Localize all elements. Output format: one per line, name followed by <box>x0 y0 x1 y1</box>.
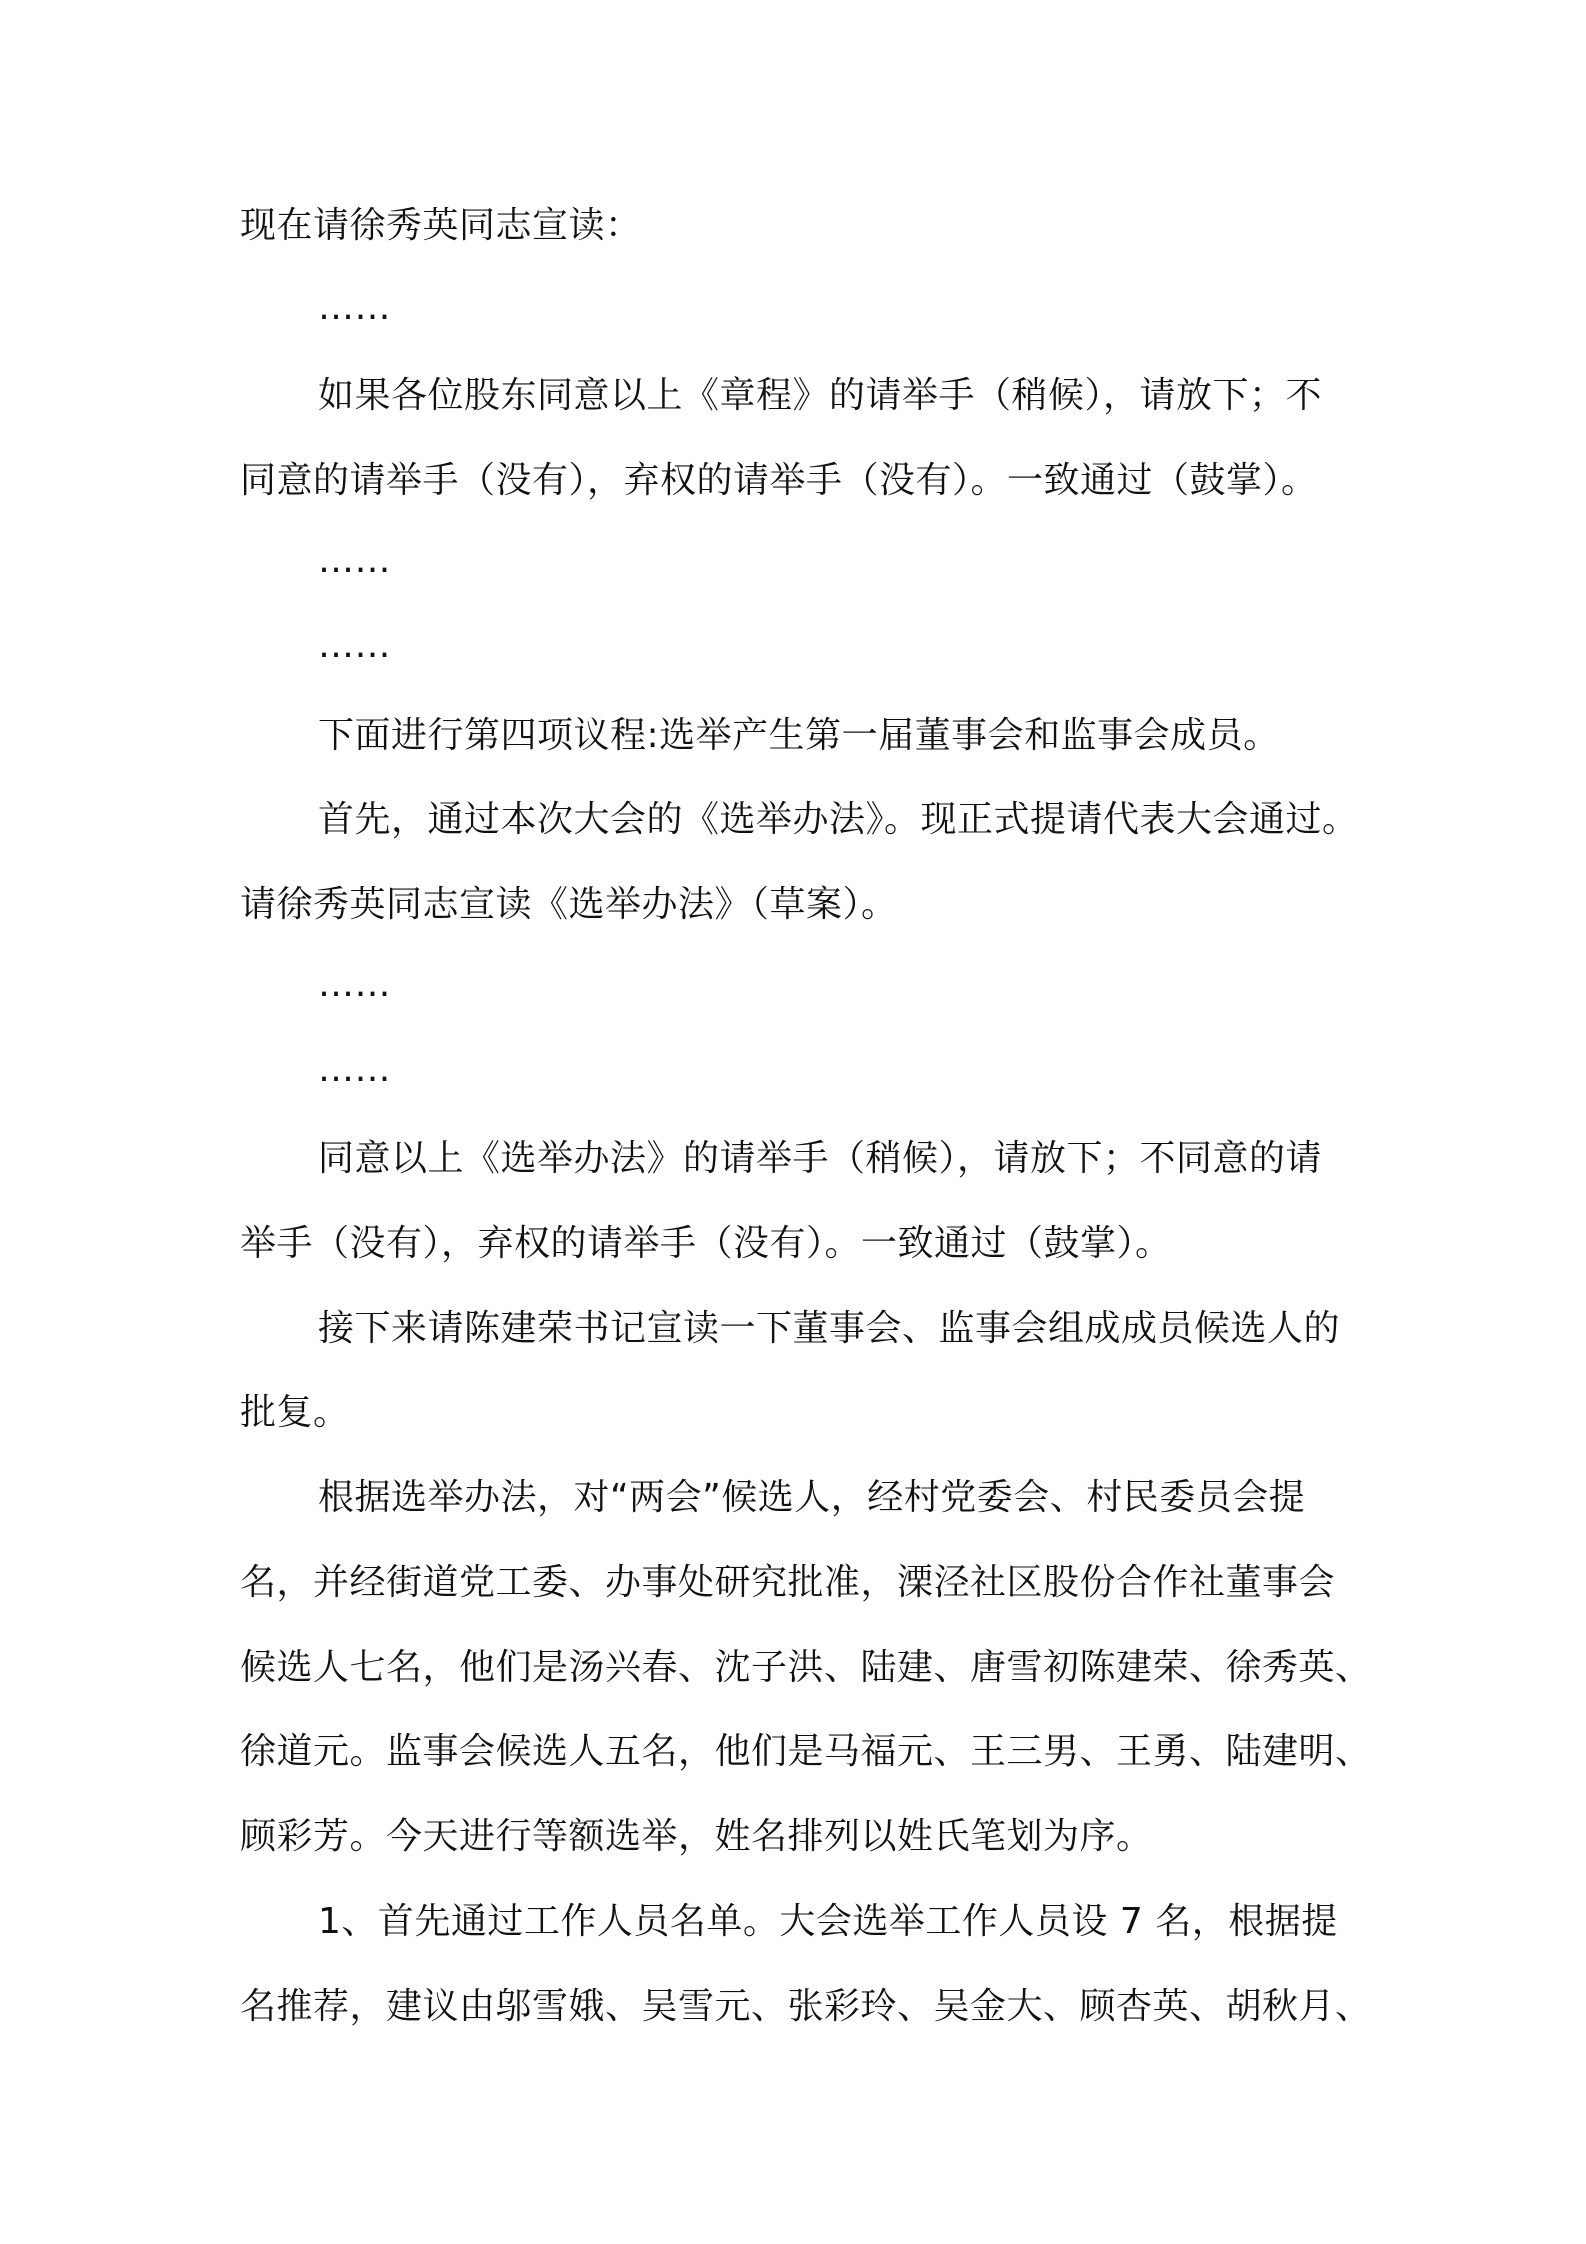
text-line: 下面进行第四项议程:选举产生第一届董事会和监事会成员。 <box>318 715 1280 756</box>
text-line: 如果各位股东同意以上《章程》的请举手（稍候），请放下；不 <box>318 375 1323 416</box>
ellipsis-line: …… <box>318 1049 391 1090</box>
text-line: 接下来请陈建荣书记宣读一下董事会、监事会组成成员候选人的 <box>318 1308 1341 1349</box>
text-line: 批复。 <box>240 1392 350 1433</box>
text-line: 名，并经街道党工委、办事处研究批准，溧泾社区股份合作社董事会 <box>240 1562 1336 1603</box>
text-line: 同意以上《选举办法》的请举手（稍候），请放下；不同意的请 <box>318 1138 1323 1179</box>
text-line: 顾彩芳。今天进行等额选举，姓名排列以姓氏笔划为序。 <box>240 1816 1153 1857</box>
text-line: 根据选举办法，对“两会”候选人，经村党委会、村民委员会提 <box>318 1477 1306 1518</box>
text-line: 请徐秀英同志宣读《选举办法》（草案）。 <box>240 884 898 925</box>
text-line: 候选人七名，他们是汤兴春、沈子洪、陆建、唐雪初陈建荣、徐秀英、 <box>240 1647 1372 1688</box>
text-line: 现在请徐秀英同志宣读： <box>240 205 642 246</box>
text-line: 徐道元。监事会候选人五名，他们是马福元、王三男、王勇、陆建明、 <box>240 1731 1372 1772</box>
text-line: 名推荐，建议由邬雪娥、吴雪元、张彩玲、吴金大、顾杏英、胡秋月、 <box>240 1986 1372 2027</box>
ellipsis-line: …… <box>318 540 391 581</box>
ellipsis-line: …… <box>318 287 391 328</box>
text-line: 同意的请举手（没有），弃权的请举手（没有）。一致通过（鼓掌）。 <box>240 460 1318 501</box>
text-line: 举手（没有），弃权的请举手（没有）。一致通过（鼓掌）。 <box>240 1223 1172 1264</box>
text-line: 1、首先通过工作人员名单。大会选举工作人员设 7 名，根据提 <box>318 1901 1338 1942</box>
ellipsis-line: …… <box>318 625 391 666</box>
ellipsis-line: …… <box>318 964 391 1005</box>
text-line: 首先，通过本次大会的《选举办法》。现正式提请代表大会通过。 <box>318 799 1359 840</box>
